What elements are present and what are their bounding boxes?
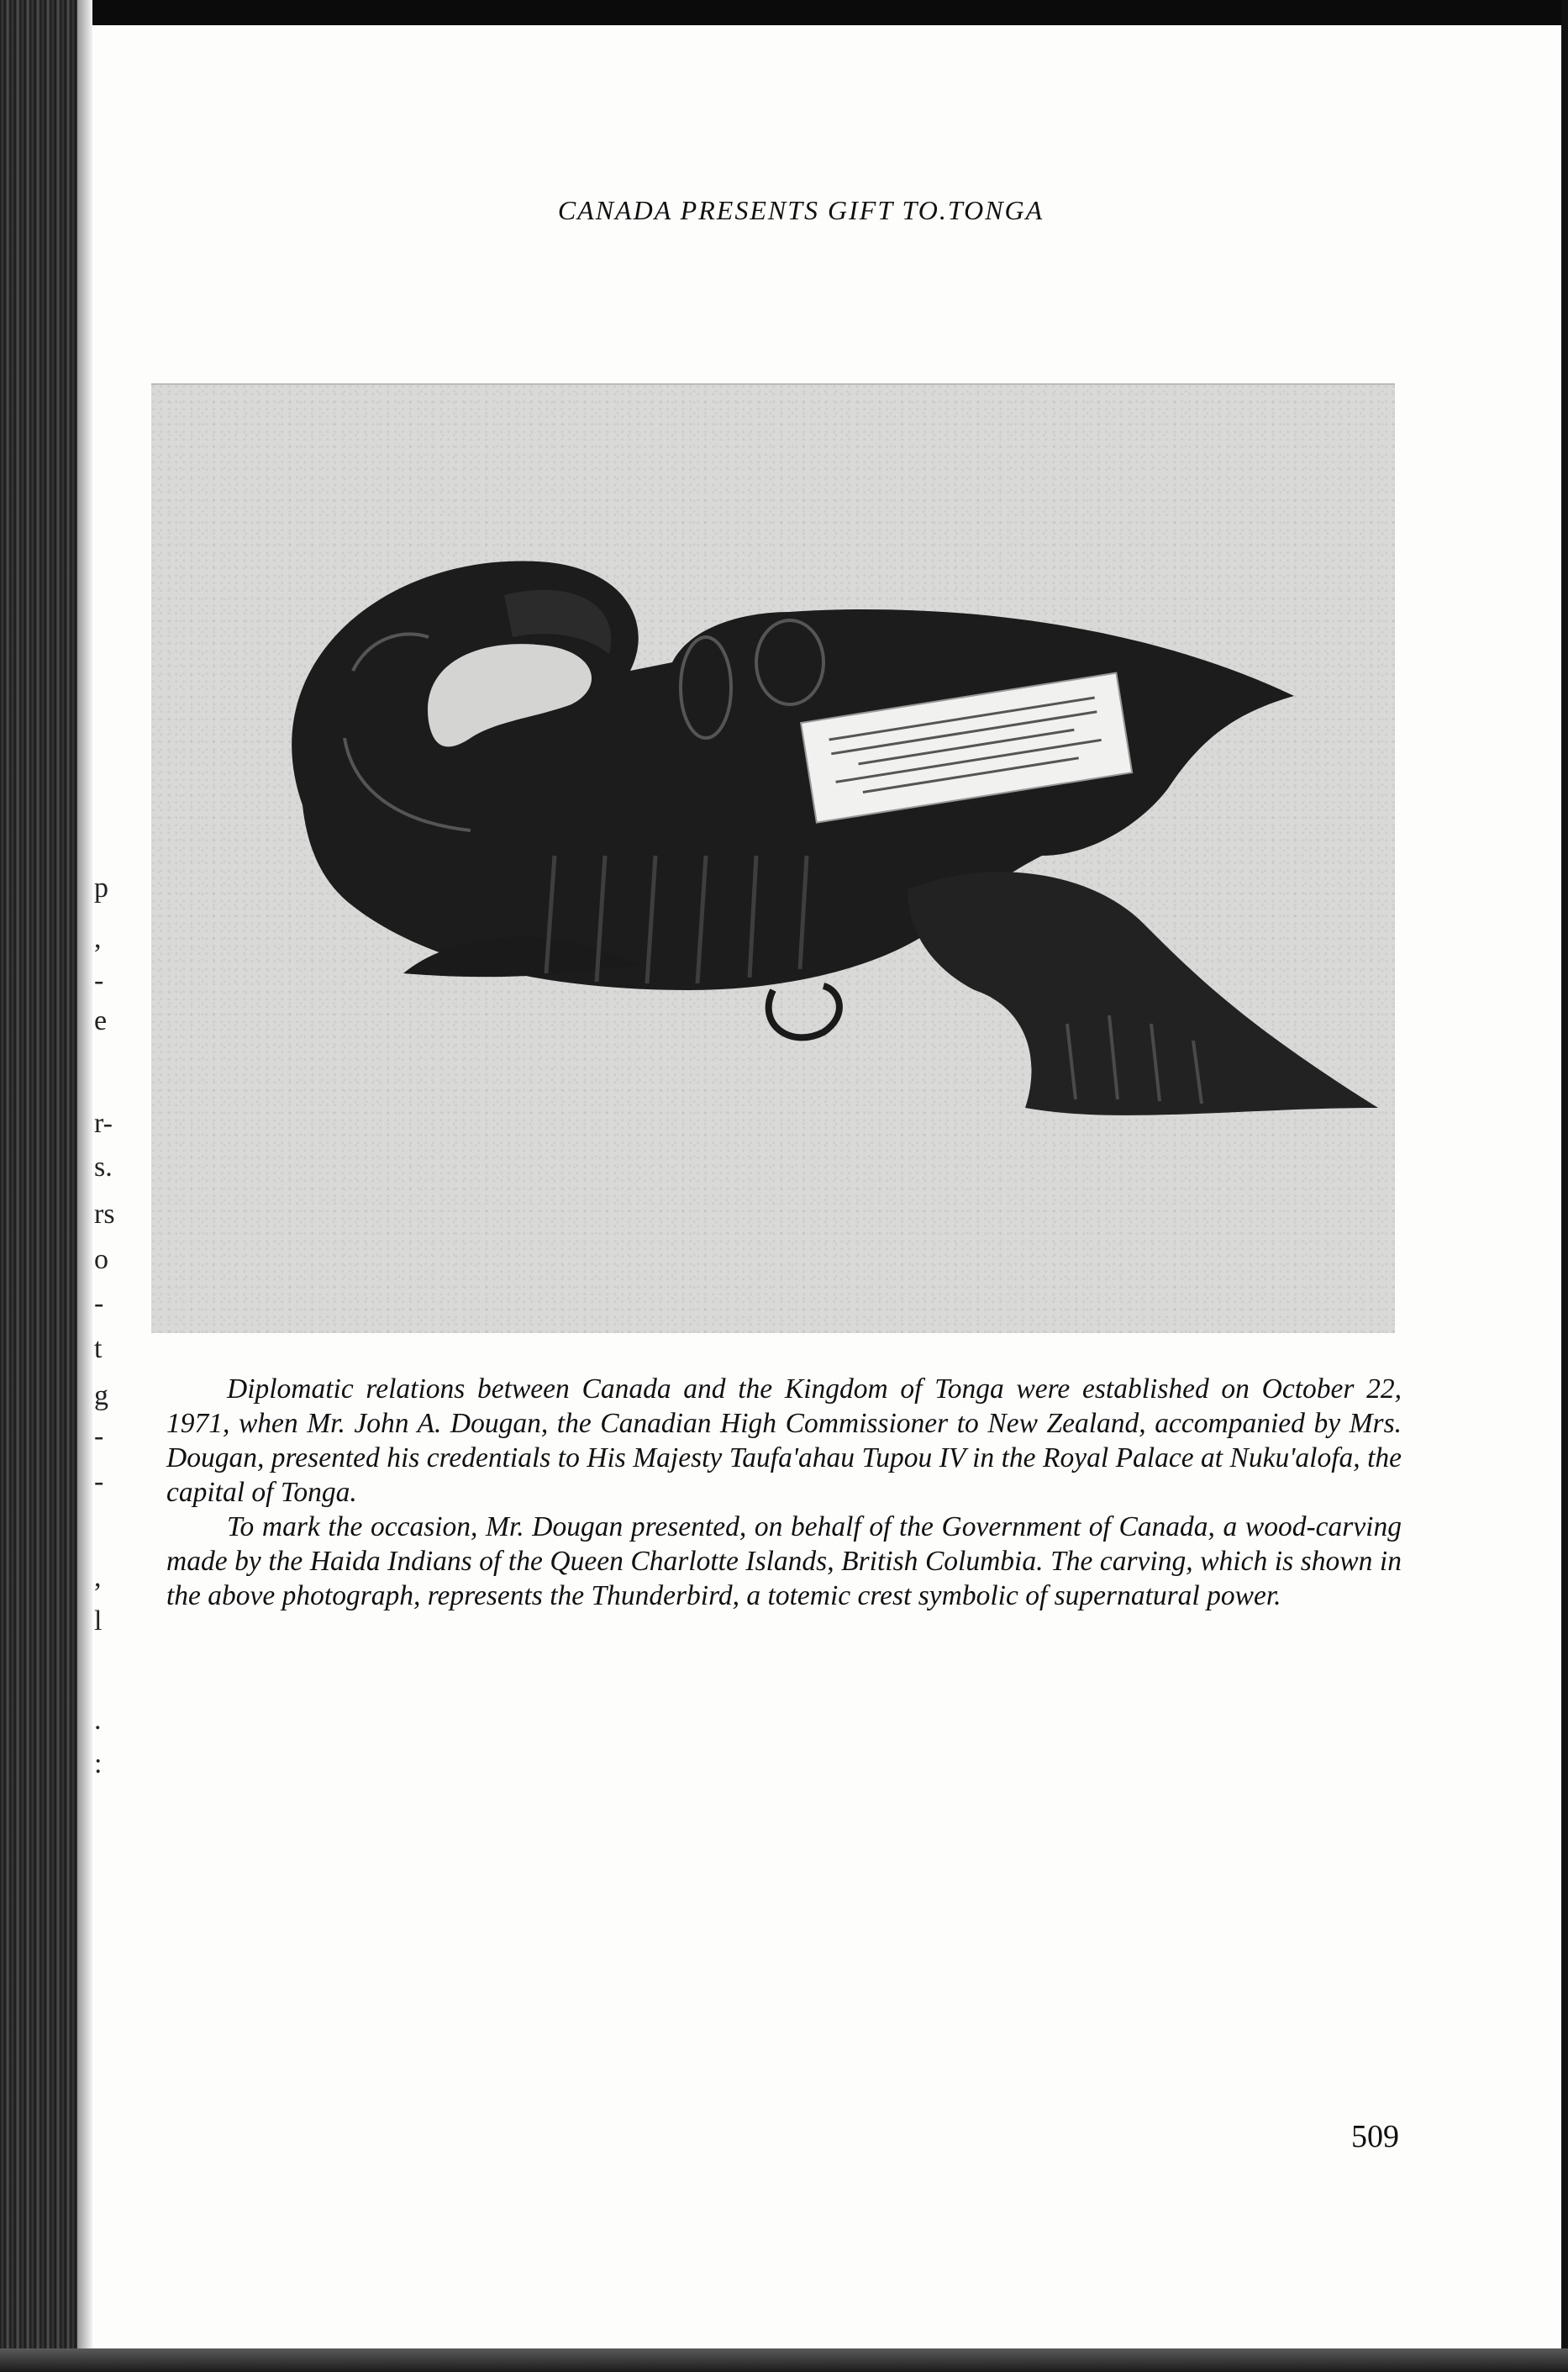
facing-page-fragment: - xyxy=(94,965,104,996)
facing-page-fragment: rs xyxy=(94,1199,115,1230)
carving-tail xyxy=(908,872,1378,1115)
facing-page-fragment: g xyxy=(94,1380,108,1411)
facing-page-fragment: t xyxy=(94,1333,103,1364)
thunderbird-carving-image xyxy=(151,385,1395,1333)
facing-page-fragment: - xyxy=(94,1466,104,1497)
caption-paragraph-1: Diplomatic relations between Canada and the Kingdom of Tonga were established on October 22, 1971, when Mr. John A. Dougan, the Canadian High Commissioner to New Zealand, accompanied by Mrs. Dougan, presented his credentials to His Majesty Taufa'ahau Tupou IV in the Royal Palace at Nuku'alofa, the capital of Tonga. xyxy=(166,1373,1402,1508)
facing-page-fragment: r- xyxy=(94,1108,113,1139)
caption-paragraph-2: To mark the occasion, Mr. Dougan presented, on behalf of the Government of Canada, a wood-carving made by the Haida Indians of the Queen Charlotte Islands, British Columbia. The carving, which is shown in the above photograph, represents the Thunderbird, a totemic crest symbolic of supernatural power. xyxy=(166,1511,1402,1611)
facing-page-fragment: . xyxy=(94,1705,102,1736)
gutter-shadow xyxy=(77,0,92,2372)
facing-page-fragment: - xyxy=(94,1288,104,1319)
scan-bottom-border xyxy=(0,2348,1568,2372)
page-number: 509 xyxy=(1351,2119,1399,2154)
facing-page-fragment: s. xyxy=(94,1152,113,1183)
carving-photograph xyxy=(151,383,1395,1333)
facing-page-fragment: : xyxy=(94,1748,103,1779)
facing-page-fragment: p xyxy=(94,872,108,904)
facing-page-fragment: l xyxy=(94,1605,103,1637)
facing-page-fragment: e xyxy=(94,1005,108,1036)
photo-caption xyxy=(166,1372,1402,1613)
scan-top-border xyxy=(0,0,1568,25)
scan-right-border xyxy=(1561,0,1568,2372)
facing-page-fragment: - xyxy=(94,1421,104,1452)
running-head: CANADA PRESENTS GIFT TO.TONGA xyxy=(557,195,1044,225)
facing-page-fragment: , xyxy=(94,1562,102,1593)
carving-rope-loop xyxy=(769,986,839,1037)
book-gutter xyxy=(0,0,77,2372)
facing-page-fragment: , xyxy=(94,923,102,954)
facing-page-fragment: o xyxy=(94,1244,108,1275)
